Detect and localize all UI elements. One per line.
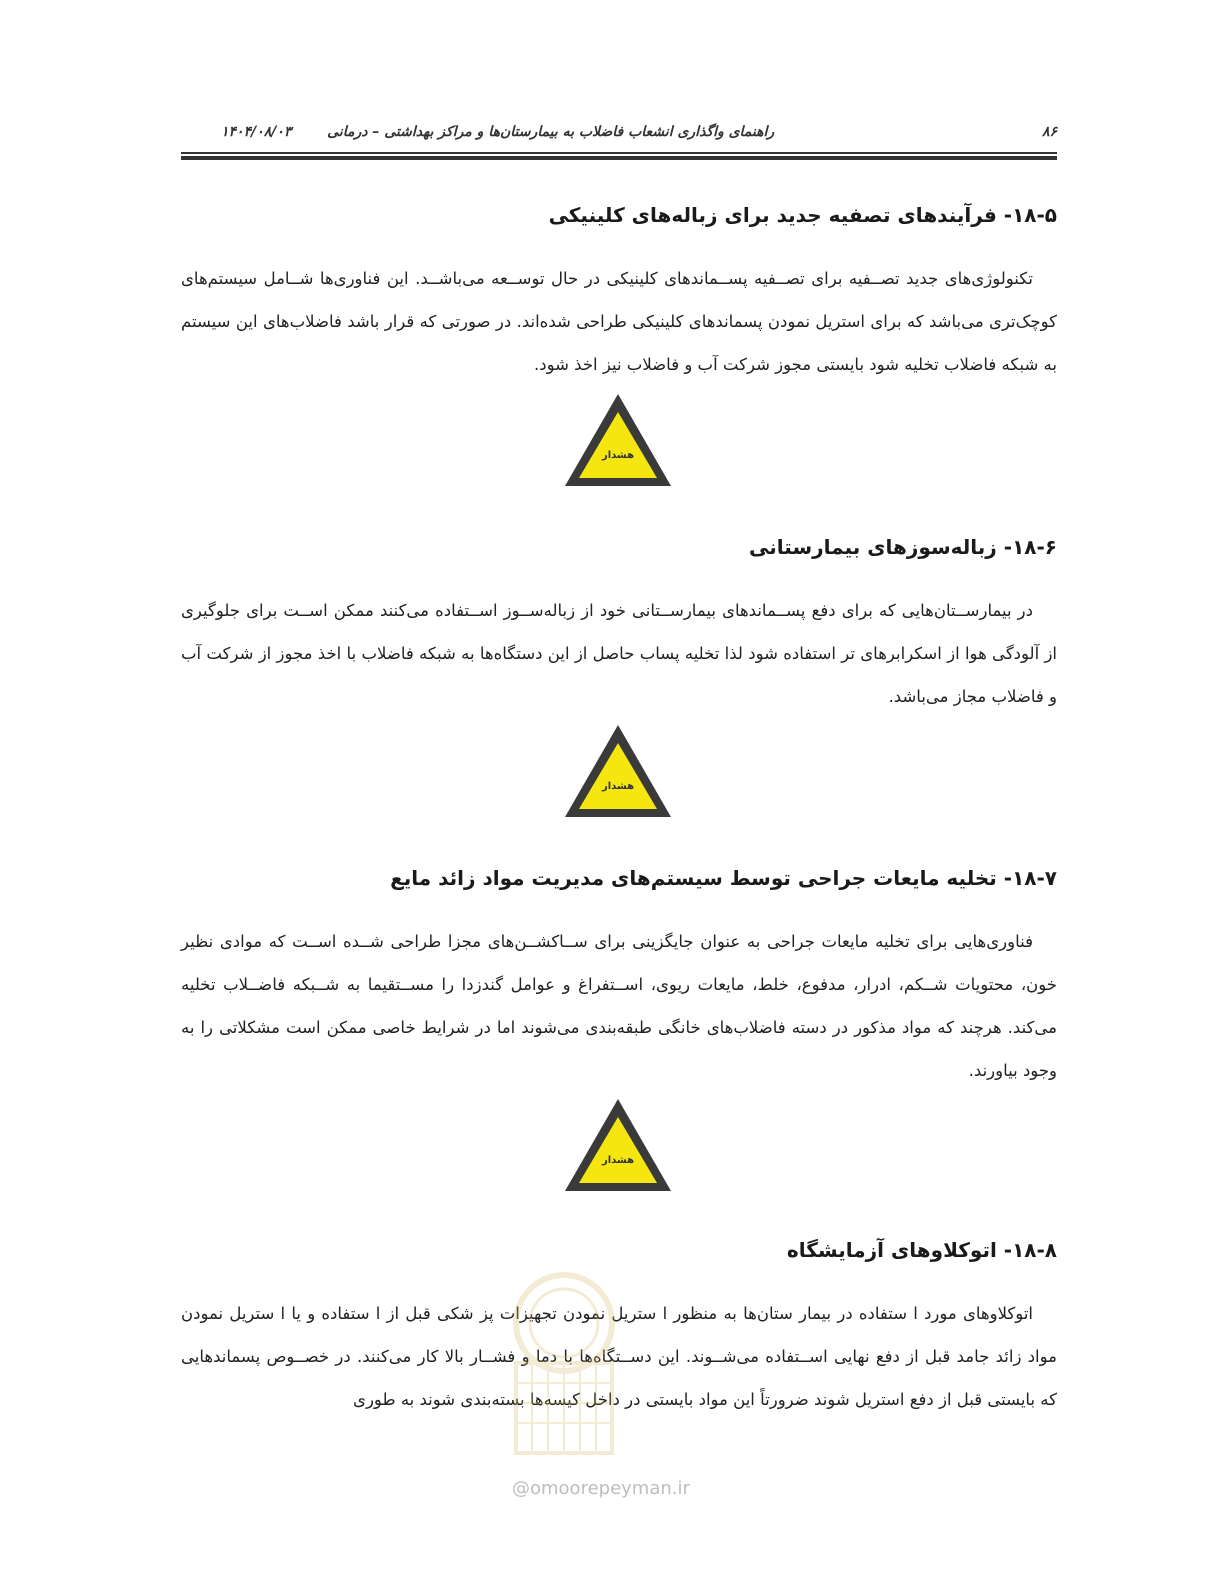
section-18-7 [181,866,1057,1092]
warning-sign [563,392,673,488]
section-body-text: تکنولوژی‌های جدید تصــفیه برای تصــفیه پســماندهای کلینیکی در حال توســعه می‌باشــد. این فناوری‌ها شــامل سیستم‌های کوچک‌تری می‌باشد که برای استریل نمودن پسماندهای کلینیکی طراحی شده‌اند. در صورتی که قرار باشد فاضلاب‌های این سیستم به شبکه فاضلاب تخلیه شود بایستی مجوز شرکت آب و فاضلاب نیز اخذ شود. [181,269,1057,374]
section-title: ۱۸-۶- زباله‌سوزهای بیمارستانی [749,535,1057,559]
warning-triangle-icon [563,723,673,819]
section-18-5 [181,203,1057,386]
section-title: ۱۸-۸- اتوکلاوهای آزمایشگاه [786,1238,1057,1262]
seal-stamp [494,1268,634,1478]
section-body-text: اتوکلاوهای مورد ا ستفاده در بیمار ستان‌ها به منظور ا ستریل نمودن تجهیزات پز شکی قبل از ا ستفاده و یا ا ستریل نمودن مواد زائد جامد قبل از دفع نهایی اســتفاده می‌شــوند. این دســتگاه‌ها با دما و فشــار بالا کار می‌کنند. در خصــوص پسماندهایی که بایستی قبل از دفع استریل شوند ضرورتاً این مواد بایستی در داخل کیسه‌ها بسته‌بندی شوند به طوری [181,1304,1057,1409]
header-rule-thick [181,156,1057,160]
header-text [221,124,1057,140]
warning-label: هشدار [601,450,635,461]
running-header [181,118,1057,158]
section-body [181,589,1057,718]
header-date: ۱۴۰۴/۰۸/۰۳ [221,124,292,140]
warning-triangle-icon [563,392,673,488]
header-title: راهنمای واگذاری انشعاب فاضلاب به بیمارستان‌ها و مراکز بهداشتی – درمانی [327,124,775,140]
warning-sign [563,1097,673,1193]
section-body-text: فناوری‌هایی برای تخلیه مایعات جراحی به عنوان جایگزینی برای ســاکشــن‌های مجزا طراحی شــده اســت که موادی نظیر خون، محتویات شــکم، ادرار، مدفوع، خلط، مایعات ریوی، اســتفراغ و عوامل گندزدا را مســتقیما به شــبکه فاضــلاب تخلیه می‌کند. هرچند که مواد مذکور در دسته فاضلاب‌های خانگی طبقه‌بندی می‌شوند اما در شرایط خاصی ممکن است مشکلاتی را به وجود بیاورند. [181,932,1057,1080]
section-body [181,257,1057,386]
section-body [181,920,1057,1092]
section-18-6 [181,535,1057,718]
section-body-text: در بیمارســتان‌هایی که برای دفع پســماندهای بیمارســتانی خود از زباله‌ســوز اســتفاده می‌کنند ممکن اســت برای جلوگیری از آلودگی هوا از اسکرابرهای تر استفاده شود لذا تخلیه پساب حاصل از این دستگاه‌ها به شبکه فاضلاب با اخذ مجوز از شرکت آب و فاضلاب مجاز می‌باشد. [181,601,1057,706]
warning-label: هشدار [601,781,635,792]
watermark: @omoorepeyman.ir [512,1478,690,1499]
warning-sign [563,723,673,819]
section-title: ۱۸-۷- تخلیه مایعات جراحی توسط سیستم‌های مدیریت مواد زائد مایع [390,866,1057,890]
header-rule [181,152,1057,154]
section-title: ۱۸-۵- فرآیندهای تصفیه جدید برای زباله‌های کلینیکی [548,203,1057,227]
page-number: ۸۶ [1041,124,1057,140]
warning-triangle-icon [563,1097,673,1193]
warning-label: هشدار [601,1155,635,1166]
